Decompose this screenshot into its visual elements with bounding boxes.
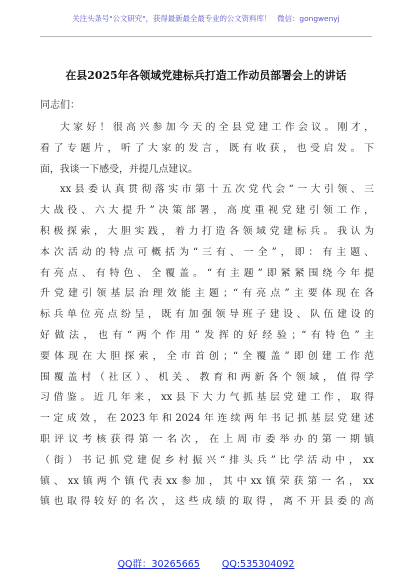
document-title: 在县2025年各领域党建标兵打造工作动员部署会上的讲话 bbox=[65, 69, 347, 82]
header-divider bbox=[40, 36, 372, 37]
body-line: （街）书记抓党建促乡村振兴“排头兵”比学活动中，xx bbox=[40, 454, 374, 466]
qq-contact-text: QQ:535304092 bbox=[221, 559, 295, 570]
body-line: 面，我谈一下感受，并提几点建议。 bbox=[40, 163, 199, 175]
banner-wechat-text: 微信：gongwenyj bbox=[277, 14, 340, 23]
body-line: 积极探索，大胆实践，着力打造各领域党建标兵。我认为 bbox=[40, 225, 374, 237]
body-line: 镇也取得较好的名次，这些成绩的取得，离不开县委的高 bbox=[40, 496, 374, 508]
body-line: 镇、xx镇两个镇代表xx参加，其中xx镇荣获第一名，xx bbox=[40, 475, 374, 487]
banner-promo-text: 关注头条号"公文研究"，获得最新最全最专业的公文资料库！ bbox=[72, 14, 272, 23]
body-line: 看了专题片，听了大家的发言，既有收获，也受启发。下 bbox=[40, 142, 374, 154]
body-line: xx县委认真贯彻落实市第十五次党代会“一大引领、三 bbox=[60, 184, 374, 196]
document-body bbox=[40, 118, 374, 513]
body-line: 好做法，也有“两个作用”发挥的好经验；“有特色”主 bbox=[40, 329, 374, 341]
body-line: 有亮点、有特色、全覆盖。“有主题”即紧紧围绕今年提 bbox=[40, 267, 374, 279]
body-line: 要体现在大胆探索，全市首创；“全覆盖”即创建工作范 bbox=[40, 350, 374, 362]
qq-group-text: QQ群：30265665 bbox=[117, 559, 200, 570]
body-line: 大战役、六大提升”决策部署，高度重视党建引领工作， bbox=[40, 205, 374, 217]
salutation: 同志们： bbox=[40, 100, 80, 111]
header-banner bbox=[40, 14, 372, 24]
body-line: 本次活动的特点可概括为“三有、一全”，即：有主题、 bbox=[40, 246, 374, 258]
footer-contact bbox=[40, 556, 372, 570]
body-line: 习借鉴。近几年来，xx县下大力气抓基层党建工作，取得 bbox=[40, 392, 374, 404]
body-line: 大家好！很高兴参加今天的全县党建工作会议。刚才， bbox=[60, 122, 374, 133]
body-line: 围覆盖村（社区）、机关、教育和两新各个领域，值得学 bbox=[40, 371, 374, 383]
body-line: 一定成效，在2023年和2024年连续两年书记抓基层党建述 bbox=[40, 413, 374, 425]
body-line: 职评议考核获得第一名次，在上周市委举办的第一期镇 bbox=[40, 433, 374, 445]
body-line: 标兵单位亮点纷呈，既有加强领导班子建设、队伍建设的 bbox=[40, 309, 374, 321]
body-line: 升党建引领基层治理效能主题；“有亮点”主要体现在各 bbox=[40, 288, 374, 300]
